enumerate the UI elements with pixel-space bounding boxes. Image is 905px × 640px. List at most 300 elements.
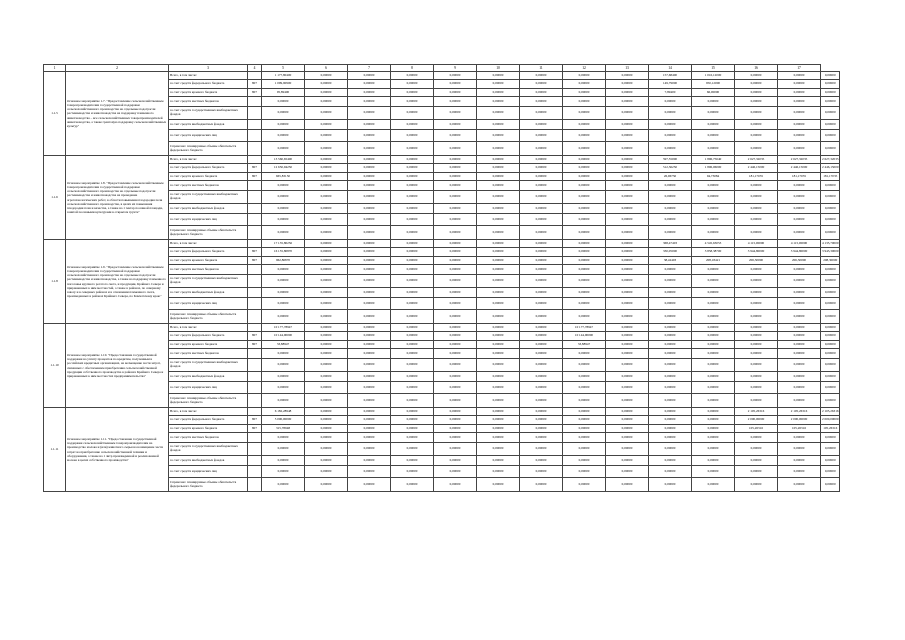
- amount-cell: 0,00000: [391, 433, 434, 443]
- column-number-9: 9: [434, 65, 477, 72]
- amount-cell: 0,00000: [606, 456, 649, 466]
- amount-cell: 0,00000: [692, 107, 735, 120]
- amount-cell: 0,00000: [778, 107, 821, 120]
- amount-cell: 17 135,80256: [262, 240, 305, 248]
- amount-cell: 0,00000: [563, 456, 606, 466]
- amount-cell: 181,17035: [735, 173, 778, 181]
- amount-cell: 0,00000: [477, 372, 520, 382]
- amount-cell: 315,78948: [262, 425, 305, 433]
- amount-cell: 0,00000: [520, 341, 563, 349]
- amount-cell: 0,00000: [692, 433, 735, 443]
- budget-code: [248, 240, 262, 248]
- amount-cell: 0,00000: [477, 433, 520, 443]
- amount-cell: 0,00000: [821, 341, 840, 349]
- amount-cell: 0,00000: [348, 394, 391, 408]
- amount-cell: 0,00000: [305, 466, 348, 478]
- amount-cell: 6 182,28948: [262, 408, 305, 416]
- amount-cell: 0,00000: [692, 408, 735, 416]
- amount-cell: 0,00000: [348, 130, 391, 142]
- amount-cell: 0,00000: [262, 107, 305, 120]
- budget-code: [248, 97, 262, 107]
- amount-cell: 0,00000: [778, 275, 821, 288]
- amount-cell: 0,00000: [348, 72, 391, 80]
- column-number-17: 17: [778, 65, 821, 72]
- amount-cell: 0,00000: [434, 89, 477, 97]
- amount-cell: 0,00000: [262, 310, 305, 324]
- amount-cell: 0,00000: [348, 120, 391, 130]
- amount-cell: 0,00000: [391, 310, 434, 324]
- amount-cell: 0,00000: [391, 394, 434, 408]
- amount-cell: 0,00000: [477, 204, 520, 214]
- amount-cell: 0,00000: [520, 156, 563, 164]
- amount-cell: 0,00000: [520, 324, 563, 332]
- funding-source: Справочно: планируемые объемы обязательств федерального бюджета: [169, 310, 248, 324]
- amount-cell: 10 144,90000: [262, 332, 305, 341]
- amount-cell: 0,00000: [477, 240, 520, 248]
- amount-cell: 0,00000: [778, 478, 821, 492]
- amount-cell: 0,00000: [563, 275, 606, 288]
- amount-cell: 0,00000: [391, 248, 434, 257]
- amount-cell: 0,00000: [520, 265, 563, 275]
- amount-cell: 0,00000: [262, 120, 305, 130]
- amount-cell: 0,00000: [606, 97, 649, 107]
- amount-cell: 0,00000: [606, 173, 649, 181]
- amount-cell: 0,00000: [348, 89, 391, 97]
- amount-cell: 0,00000: [305, 288, 348, 298]
- amount-cell: 0,00000: [649, 214, 692, 226]
- amount-cell: 0,00000: [434, 324, 477, 332]
- amount-cell: 0,00000: [520, 142, 563, 156]
- amount-cell: 0,00000: [391, 156, 434, 164]
- funding-source: за счет средств юридических лиц: [169, 130, 248, 142]
- budget-code: [248, 107, 262, 120]
- amount-cell: 0,00000: [305, 443, 348, 456]
- amount-cell: 0,00000: [563, 298, 606, 310]
- amount-cell: 0,00000: [821, 298, 840, 310]
- amount-cell: 0,00000: [262, 394, 305, 408]
- amount-cell: 0,00000: [563, 214, 606, 226]
- budget-code: 807: [248, 164, 262, 173]
- amount-cell: 0,00000: [735, 456, 778, 466]
- amount-cell: 0,00000: [778, 204, 821, 214]
- amount-cell: 0,00000: [563, 97, 606, 107]
- amount-cell: 0,00000: [477, 466, 520, 478]
- amount-cell: 0,00000: [348, 226, 391, 240]
- budget-code: [248, 408, 262, 416]
- amount-cell: 0,00000: [348, 191, 391, 204]
- amount-cell: 0,00000: [821, 324, 840, 332]
- amount-cell: 26,96750: [649, 173, 692, 181]
- amount-cell: 0,00000: [305, 80, 348, 89]
- amount-cell: 10 177,78947: [262, 324, 305, 332]
- amount-cell: 0,00000: [821, 275, 840, 288]
- amount-cell: 0,00000: [434, 156, 477, 164]
- amount-cell: 0,00000: [649, 425, 692, 433]
- amount-cell: 0,00000: [563, 257, 606, 265]
- amount-cell: 95,89400: [262, 89, 305, 97]
- amount-cell: 5 000,00000: [262, 416, 305, 425]
- amount-cell: 0,00000: [348, 372, 391, 382]
- budget-code: [248, 324, 262, 332]
- amount-cell: 3 858,38700: [692, 248, 735, 257]
- amount-cell: 0,00000: [778, 142, 821, 156]
- amount-cell: 0,00000: [606, 156, 649, 164]
- amount-cell: 0,00000: [735, 204, 778, 214]
- amount-cell: 0,00000: [305, 372, 348, 382]
- amount-cell: 0,00000: [692, 265, 735, 275]
- amount-cell: 0,00000: [477, 443, 520, 456]
- amount-cell: 0,00000: [262, 466, 305, 478]
- amount-cell: 0,00000: [735, 394, 778, 408]
- amount-cell: 0,00000: [434, 408, 477, 416]
- amount-cell: 0,00000: [434, 425, 477, 433]
- amount-cell: 0,00000: [262, 214, 305, 226]
- amount-cell: 0,00000: [563, 265, 606, 275]
- amount-cell: 0,00000: [305, 341, 348, 349]
- amount-cell: 0,00000: [391, 341, 434, 349]
- amount-cell: 0,00000: [348, 478, 391, 492]
- amount-cell: 0,00000: [391, 164, 434, 173]
- amount-cell: 0,00000: [606, 359, 649, 372]
- amount-cell: 0,00000: [520, 359, 563, 372]
- budget-code: [248, 466, 262, 478]
- column-number-11: 11: [520, 65, 563, 72]
- amount-cell: 0,00000: [692, 456, 735, 466]
- budget-code: 807: [248, 173, 262, 181]
- amount-cell: 0,00000: [563, 173, 606, 181]
- amount-cell: 0,00000: [477, 130, 520, 142]
- amount-cell: 0,00000: [735, 275, 778, 288]
- amount-cell: 0,00000: [778, 72, 821, 80]
- amount-cell: 0,00000: [520, 130, 563, 142]
- amount-cell: 0,00000: [520, 332, 563, 341]
- amount-cell: 0,00000: [692, 382, 735, 394]
- amount-cell: 0,00000: [692, 214, 735, 226]
- budget-code: 807: [248, 425, 262, 433]
- amount-cell: 0,00000: [821, 466, 840, 478]
- column-number-12: 12: [563, 65, 606, 72]
- amount-cell: 0,00000: [305, 425, 348, 433]
- amount-cell: 0,00000: [434, 80, 477, 89]
- measure-code: 1.1.6: [44, 156, 66, 240]
- amount-cell: 0,00000: [692, 181, 735, 191]
- budget-code: 807: [248, 257, 262, 265]
- amount-cell: 0,00000: [477, 173, 520, 181]
- amount-cell: 0,00000: [649, 181, 692, 191]
- amount-cell: 149,79000: [649, 80, 692, 89]
- amount-cell: 0,00000: [305, 72, 348, 80]
- funding-source: за счет средств краевого бюджета: [169, 341, 248, 349]
- amount-cell: 0,00000: [735, 107, 778, 120]
- amount-cell: 0,00000: [649, 382, 692, 394]
- funding-source: за счет средств государственных внебюджетных фондов: [169, 191, 248, 204]
- amount-cell: 1 016,12000: [692, 72, 735, 80]
- budget-code: [248, 275, 262, 288]
- amount-cell: 0,00000: [348, 416, 391, 425]
- amount-cell: 0,00000: [434, 275, 477, 288]
- amount-cell: 0,00000: [348, 107, 391, 120]
- amount-cell: 0,00000: [477, 120, 520, 130]
- amount-cell: 0,00000: [649, 332, 692, 341]
- amount-cell: 0,00000: [477, 341, 520, 349]
- funding-source: за счет средств краевого бюджета: [169, 425, 248, 433]
- amount-cell: 0,00000: [305, 142, 348, 156]
- funding-source: Справочно: планируемые объемы обязательств федерального бюджета: [169, 394, 248, 408]
- amount-cell: 0,00000: [778, 382, 821, 394]
- amount-cell: 0,00000: [520, 257, 563, 265]
- amount-cell: 0,00000: [778, 359, 821, 372]
- amount-cell: 0,00000: [262, 226, 305, 240]
- amount-cell: 0,00000: [778, 324, 821, 332]
- amount-cell: 0,00000: [477, 156, 520, 164]
- amount-cell: 38,42403: [649, 257, 692, 265]
- amount-cell: 0,00000: [434, 456, 477, 466]
- amount-cell: 0,00000: [348, 142, 391, 156]
- budget-code: [248, 156, 262, 164]
- budget-code: [248, 226, 262, 240]
- amount-cell: 0,00000: [606, 120, 649, 130]
- amount-cell: 0,00000: [305, 173, 348, 181]
- amount-cell: 0,00000: [520, 164, 563, 173]
- amount-cell: 2 105,26316: [778, 408, 821, 416]
- budget-code: [248, 298, 262, 310]
- amount-cell: 0,00000: [434, 142, 477, 156]
- amount-cell: 0,00000: [735, 120, 778, 130]
- amount-cell: 0,00000: [778, 349, 821, 359]
- amount-cell: 0,00000: [649, 107, 692, 120]
- amount-cell: 962,86870: [262, 257, 305, 265]
- amount-cell: 10 144,90000: [563, 332, 606, 341]
- amount-cell: 0,00000: [305, 310, 348, 324]
- amount-cell: 206,30000: [778, 257, 821, 265]
- funding-source: Всего, в том числе:: [169, 156, 248, 164]
- amount-cell: 0,00000: [391, 89, 434, 97]
- amount-cell: 0,00000: [434, 416, 477, 425]
- amount-cell: 181,17035: [778, 173, 821, 181]
- amount-cell: 0,00000: [778, 456, 821, 466]
- amount-cell: 0,00000: [477, 359, 520, 372]
- amount-cell: 1 806,06000: [692, 164, 735, 173]
- budget-code: [248, 359, 262, 372]
- amount-cell: 0,00000: [735, 142, 778, 156]
- amount-cell: 0,00000: [434, 466, 477, 478]
- amount-cell: 0,00000: [735, 478, 778, 492]
- amount-cell: 0,00000: [305, 416, 348, 425]
- amount-cell: 0,00000: [563, 130, 606, 142]
- amount-cell: 0,00000: [606, 181, 649, 191]
- amount-cell: 0,00000: [778, 332, 821, 341]
- measure-name: Основное мероприятие 1.11. "Предоставление государственной поддержки сельскохозяйственным товаропроизводителям на производство молока и (или) животного сырья на возмещение части затрат на приобретение сельскохозяйственной техники и оборудования, а также на 1 литр произведенной и реализованной молока в целях собственного производства": [66, 408, 169, 492]
- amount-cell: 0,00000: [391, 478, 434, 492]
- amount-cell: 0,00000: [563, 372, 606, 382]
- column-number-10: 10: [477, 65, 520, 72]
- amount-cell: 0,00000: [348, 156, 391, 164]
- amount-cell: 33,88947: [262, 341, 305, 349]
- column-number-1: 1: [44, 65, 66, 72]
- amount-cell: 0,00000: [348, 173, 391, 181]
- amount-cell: 0,00000: [348, 433, 391, 443]
- amount-cell: 0,00000: [520, 275, 563, 288]
- amount-cell: 0,00000: [520, 191, 563, 204]
- amount-cell: 0,00000: [477, 142, 520, 156]
- amount-cell: 0,00000: [434, 130, 477, 142]
- amount-cell: 0,00000: [477, 97, 520, 107]
- amount-cell: 0,00000: [348, 466, 391, 478]
- budget-code: [248, 142, 262, 156]
- amount-cell: 0,00000: [606, 372, 649, 382]
- amount-cell: 0,00000: [735, 332, 778, 341]
- amount-cell: 950,12000: [692, 80, 735, 89]
- funding-source: за счет средств краевого бюджета: [169, 257, 248, 265]
- budget-code: 807: [248, 248, 262, 257]
- funding-source: за счет средств краевого бюджета: [169, 173, 248, 181]
- amount-cell: 0,00000: [778, 466, 821, 478]
- amount-cell: 0,00000: [692, 288, 735, 298]
- amount-cell: 0,00000: [477, 394, 520, 408]
- amount-cell: 0,00000: [649, 298, 692, 310]
- amount-cell: 2 105,26316: [821, 408, 840, 416]
- amount-cell: 0,00000: [563, 288, 606, 298]
- amount-cell: 0,00000: [391, 120, 434, 130]
- amount-cell: 1 896,75640: [692, 156, 735, 164]
- amount-cell: 0,00000: [649, 456, 692, 466]
- amount-cell: 0,00000: [477, 248, 520, 257]
- amount-cell: 4 135,70000: [821, 240, 840, 248]
- amount-cell: 2 446,15000: [821, 164, 840, 173]
- amount-cell: 0,00000: [692, 120, 735, 130]
- amount-cell: 0,00000: [262, 478, 305, 492]
- amount-cell: 0,00000: [821, 359, 840, 372]
- amount-cell: 0,00000: [305, 191, 348, 204]
- amount-cell: 0,00000: [434, 332, 477, 341]
- funding-source: за счет средств государственных внебюджетных фондов: [169, 359, 248, 372]
- amount-cell: 597,55000: [649, 156, 692, 164]
- amount-cell: 0,00000: [391, 332, 434, 341]
- amount-cell: 0,00000: [606, 226, 649, 240]
- amount-cell: 0,00000: [563, 107, 606, 120]
- amount-cell: 0,00000: [348, 324, 391, 332]
- table-row: [44, 72, 840, 80]
- amount-cell: 0,00000: [434, 226, 477, 240]
- amount-cell: 0,00000: [348, 425, 391, 433]
- amount-cell: 0,00000: [434, 382, 477, 394]
- amount-cell: 0,00000: [606, 433, 649, 443]
- amount-cell: 0,00000: [520, 416, 563, 425]
- amount-cell: 16 155,80870: [262, 248, 305, 257]
- amount-cell: 0,00000: [477, 408, 520, 416]
- funding-source: за счет средств юридических лиц: [169, 382, 248, 394]
- funding-source: за счет средств внебюджетных фондов: [169, 372, 248, 382]
- amount-cell: 0,00000: [477, 181, 520, 191]
- amount-cell: 0,00000: [735, 324, 778, 332]
- amount-cell: 0,00000: [348, 164, 391, 173]
- amount-cell: 0,00000: [563, 164, 606, 173]
- amount-cell: 0,00000: [735, 288, 778, 298]
- amount-cell: 0,00000: [563, 226, 606, 240]
- amount-cell: 0,00000: [778, 372, 821, 382]
- amount-cell: 0,00000: [520, 214, 563, 226]
- budget-code: [248, 456, 262, 466]
- amount-cell: 4 545,63053: [692, 240, 735, 248]
- amount-cell: 0,00000: [606, 349, 649, 359]
- funding-source: за счет средств местных бюджетов: [169, 181, 248, 191]
- amount-cell: 0,00000: [262, 204, 305, 214]
- amount-cell: 0,00000: [606, 257, 649, 265]
- amount-cell: 0,00000: [821, 72, 840, 80]
- amount-cell: 0,00000: [262, 275, 305, 288]
- amount-cell: 0,00000: [391, 349, 434, 359]
- amount-cell: 0,00000: [649, 130, 692, 142]
- amount-cell: 0,00000: [520, 181, 563, 191]
- amount-cell: 0,00000: [821, 332, 840, 341]
- amount-cell: 0,00000: [391, 408, 434, 416]
- amount-cell: 0,00000: [477, 456, 520, 466]
- amount-cell: 7,89400: [649, 89, 692, 97]
- amount-cell: 0,00000: [434, 181, 477, 191]
- amount-cell: 0,00000: [606, 89, 649, 97]
- amount-cell: 0,00000: [606, 248, 649, 257]
- amount-cell: 0,00000: [391, 372, 434, 382]
- amount-cell: 0,00000: [434, 173, 477, 181]
- amount-cell: 2 000,00000: [778, 416, 821, 425]
- amount-cell: 0,00000: [262, 288, 305, 298]
- amount-cell: 0,00000: [434, 257, 477, 265]
- amount-cell: 0,00000: [778, 214, 821, 226]
- amount-cell: 0,00000: [735, 349, 778, 359]
- amount-cell: 0,00000: [735, 226, 778, 240]
- amount-cell: 10 177,78947: [563, 324, 606, 332]
- amount-cell: 0,00000: [391, 443, 434, 456]
- budget-code: [248, 310, 262, 324]
- amount-cell: 0,00000: [391, 142, 434, 156]
- amount-cell: 0,00000: [348, 382, 391, 394]
- amount-cell: 0,00000: [391, 382, 434, 394]
- amount-cell: 0,00000: [348, 265, 391, 275]
- table-row: [44, 324, 840, 332]
- amount-cell: 0,00000: [821, 80, 840, 89]
- amount-cell: 0,00000: [434, 310, 477, 324]
- amount-cell: 0,00000: [821, 433, 840, 443]
- amount-cell: 0,00000: [821, 478, 840, 492]
- amount-cell: 0,00000: [520, 408, 563, 416]
- amount-cell: 0,00000: [477, 425, 520, 433]
- amount-cell: 0,00000: [606, 107, 649, 120]
- amount-cell: 0,00000: [563, 120, 606, 130]
- amount-cell: 0,00000: [692, 310, 735, 324]
- amount-cell: 0,00000: [348, 97, 391, 107]
- amount-cell: 0,00000: [606, 130, 649, 142]
- amount-cell: 0,00000: [477, 191, 520, 204]
- amount-cell: 0,00000: [649, 408, 692, 416]
- measure-code: 1.1.10: [44, 324, 66, 408]
- amount-cell: 105,26316: [735, 425, 778, 433]
- amount-cell: 0,00000: [520, 466, 563, 478]
- amount-cell: 0,00000: [649, 97, 692, 107]
- amount-cell: 0,00000: [563, 156, 606, 164]
- amount-cell: 0,00000: [391, 204, 434, 214]
- table-row: [44, 408, 840, 416]
- amount-cell: 0,00000: [692, 204, 735, 214]
- amount-cell: 2 627,32035: [735, 156, 778, 164]
- amount-cell: 0,00000: [477, 332, 520, 341]
- amount-cell: 0,00000: [692, 298, 735, 310]
- amount-cell: 0,00000: [434, 164, 477, 173]
- amount-cell: 0,00000: [520, 240, 563, 248]
- funding-source: за счет средств юридических лиц: [169, 214, 248, 226]
- amount-cell: 0,00000: [305, 478, 348, 492]
- amount-cell: 0,00000: [778, 443, 821, 456]
- amount-cell: 0,00000: [391, 107, 434, 120]
